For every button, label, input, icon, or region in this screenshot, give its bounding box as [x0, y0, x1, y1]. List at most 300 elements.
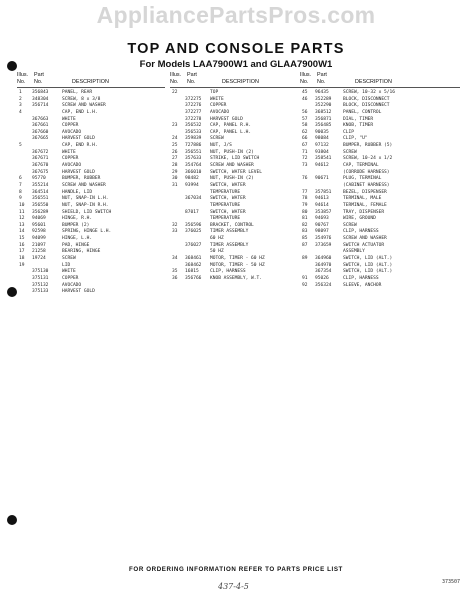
description-header: DESCRIPTION	[222, 79, 259, 85]
parts-row	[17, 289, 165, 296]
part-number: 19724	[32, 256, 46, 262]
part-description: HINGE, R.H.	[62, 216, 93, 222]
illus-number: 78	[302, 196, 308, 202]
part-description: CLIP, "U"	[343, 136, 368, 142]
part-description: WHITE	[210, 96, 224, 102]
part-description: SWITCH, WATER	[210, 209, 246, 215]
illus-number: 87	[302, 242, 308, 248]
part-number: 94614	[315, 202, 329, 208]
part-description: SWITCH, WATER	[210, 196, 246, 202]
illus-number: 24	[172, 136, 178, 142]
part-number: 94099	[32, 236, 46, 242]
part-number: 357633	[185, 156, 202, 162]
parts-row	[17, 123, 165, 130]
part-description: PANEL, CONTROL	[343, 109, 382, 115]
binder-hole	[7, 515, 17, 525]
part-description: PLUG, TERMINAL	[343, 176, 382, 182]
part-description: BUMPER (2)	[62, 222, 90, 228]
part-description: AVOCADO	[62, 163, 82, 169]
illus-number: 32	[172, 222, 178, 228]
parts-row	[300, 183, 460, 190]
part-description: SCREW	[62, 256, 76, 262]
part-number: 94613	[315, 196, 329, 202]
parts-row	[300, 236, 460, 243]
no-header: No.	[300, 79, 309, 85]
parts-row	[170, 103, 302, 110]
part-description: COPPER	[62, 156, 79, 162]
part-description: WHITE	[62, 269, 76, 275]
part-description: HARVEST GOLD	[62, 169, 95, 175]
parts-row	[300, 123, 460, 130]
part-number: 90767	[315, 222, 329, 228]
column-header	[300, 72, 460, 88]
no-header: No.	[17, 79, 26, 85]
parts-row	[17, 183, 165, 190]
part-number: 356551	[32, 196, 49, 202]
part-number: 367661	[32, 123, 49, 129]
page-code: 373507	[441, 579, 460, 585]
part-number: 367663	[32, 116, 49, 122]
part-number: 364960	[315, 256, 332, 262]
part-number: 376027	[185, 242, 202, 248]
parts-column-2	[170, 72, 302, 283]
part-number: 21258	[32, 249, 46, 255]
illus-header: Illus.	[17, 72, 29, 78]
illus-number: 46	[302, 96, 308, 102]
part-description: BEARING, HINGE	[62, 249, 101, 255]
part-number: 96435	[315, 90, 329, 95]
part-description: COPPER	[62, 123, 79, 129]
part-description: KNOB, TIMER	[343, 123, 374, 129]
part-number: 21097	[32, 242, 46, 248]
illus-number: 12	[19, 216, 25, 222]
part-number: 367660	[32, 129, 49, 135]
part-description: AVOCADO	[62, 282, 82, 288]
parts-row	[300, 276, 460, 283]
illus-number: 8	[19, 189, 22, 195]
part-description: SHIELD, LID SWITCH	[62, 209, 112, 215]
illus-number: 36	[172, 275, 178, 281]
part-description: TERMINAL, FEMALE	[343, 202, 387, 208]
part-description: TEMPERATURE	[210, 189, 241, 195]
part-number: 372275	[185, 96, 202, 102]
illus-number: 72	[302, 156, 308, 162]
parts-row	[170, 229, 302, 236]
part-number: 16815	[185, 269, 199, 275]
part-description: SCREW	[210, 136, 224, 142]
part-description: AVOCADO	[210, 109, 230, 115]
part-description: TRAY, DISPENSER	[343, 209, 385, 215]
parts-row	[300, 110, 460, 117]
part-number: 92598	[32, 229, 46, 235]
part-number: 376025	[185, 229, 202, 235]
part-number: 375132	[32, 282, 49, 288]
illus-number: 67	[302, 143, 308, 149]
column-header	[17, 72, 165, 88]
part-description: HARVEST GOLD	[62, 289, 95, 295]
parts-row	[170, 110, 302, 117]
parts-rows	[170, 90, 302, 283]
parts-row	[17, 110, 165, 117]
part-description: SCREW	[343, 149, 357, 155]
part-number: 93994	[185, 182, 199, 188]
part-number: 364970	[315, 262, 332, 268]
parts-row	[17, 176, 165, 183]
part-description: AVOCADO	[62, 129, 82, 135]
part-description: BEZEL, DISPENSER	[343, 189, 387, 195]
part-number: 355214	[32, 182, 49, 188]
part-number: 366010	[185, 169, 202, 175]
part-description: BRACKET, CONTROL	[210, 222, 254, 228]
page-subtitle: For Models LAA7900W1 and GLAA7900W1	[139, 59, 333, 70]
part-description: TIMER ASSEMBLY	[210, 229, 249, 235]
part-description: 60 HZ	[210, 236, 224, 242]
part-description: CAP, PANEL R.H.	[210, 123, 252, 129]
part-description: CAP, PANEL L.H.	[210, 129, 252, 135]
illus-number: 73	[302, 163, 308, 169]
part-description: CLIP, HARNESS	[343, 229, 379, 235]
parts-row	[300, 196, 460, 203]
part-description: TIMER ASSEMBLY	[210, 242, 249, 248]
part-number: 98482	[185, 176, 199, 182]
part-number: 97132	[315, 143, 329, 149]
part-number: 373659	[315, 242, 332, 248]
parts-row	[170, 276, 302, 283]
parts-row	[300, 143, 460, 150]
page-title: TOP AND CONSOLE PARTS	[127, 41, 345, 57]
part-number: 352290	[315, 103, 332, 109]
illus-number: 7	[19, 182, 22, 188]
ordering-footer: FOR ORDERING INFORMATION REFER TO PARTS PRICE LIST	[129, 566, 343, 573]
part-description: PANEL, REAR	[62, 90, 93, 95]
parts-row	[170, 123, 302, 130]
part-description: SCREW, 10-24 x 1/2	[343, 156, 393, 162]
parts-row	[170, 236, 302, 243]
part-description: SWITCH, WATER LEVEL	[210, 169, 263, 175]
illus-number: 6	[19, 176, 22, 182]
illus-number: 79	[302, 202, 308, 208]
part-number: 356289	[32, 209, 49, 215]
illus-number: 14	[19, 229, 25, 235]
illus-number: 31	[172, 182, 178, 188]
illus-number: 3	[19, 103, 22, 109]
illus-number: 16	[19, 242, 25, 248]
illus-number: 35	[172, 269, 178, 275]
part-number: 98097	[315, 229, 329, 235]
part-description: NUT, PUSH-IN (2)	[210, 149, 254, 155]
part-description: BUMPER, RUBBER (5)	[343, 143, 393, 149]
part-number: 368512	[315, 109, 332, 115]
illus-number: 27	[172, 156, 178, 162]
no-header: No.	[170, 79, 179, 85]
part-number: 367671	[32, 156, 49, 162]
illus-number: 26	[172, 149, 178, 155]
illus-number: 28	[172, 163, 178, 169]
part-description: SCREW AND WASHER	[62, 103, 106, 109]
illus-number: 17	[19, 249, 25, 255]
part-number: 356550	[32, 202, 49, 208]
binder-hole	[7, 287, 17, 297]
illus-number: 33	[172, 229, 178, 235]
part-description: SWITCH, WATER	[210, 182, 246, 188]
part-description: SCREW AND WASHER	[343, 236, 387, 242]
parts-column-3	[300, 72, 460, 289]
part-description: SLEEVE, ANCHOR	[343, 282, 382, 288]
part-number: 372277	[185, 109, 202, 115]
parts-row	[17, 276, 165, 283]
parts-row	[300, 203, 460, 210]
illus-header: Illus.	[300, 72, 312, 78]
part-description: BLOCK, DISCONNECT	[343, 96, 390, 102]
description-header: DESCRIPTION	[72, 79, 109, 85]
part-number: 727886	[185, 143, 202, 149]
parts-row	[170, 163, 302, 170]
parts-rows	[300, 90, 460, 289]
illus-number: 83	[302, 229, 308, 235]
parts-row	[300, 176, 460, 183]
part-number: 356532	[185, 123, 202, 129]
parts-row	[170, 216, 302, 223]
parts-rows	[17, 90, 165, 296]
part-number: 367034	[185, 196, 202, 202]
part-number: 93804	[315, 149, 329, 155]
part-description: WIRE, GROUND	[343, 216, 376, 222]
part-description: BUMPER, RUBBER	[62, 176, 101, 182]
part-number: 348304	[32, 96, 49, 102]
parts-row	[170, 243, 302, 250]
handwritten-note: 437-4-5	[218, 582, 249, 591]
part-description: SCREW, 10-32 x 5/16	[343, 90, 396, 95]
parts-row	[17, 216, 165, 223]
illus-number: 89	[302, 256, 308, 262]
illus-number: 15	[19, 236, 25, 242]
illus-number: 92	[302, 282, 308, 288]
parts-row	[300, 90, 460, 97]
part-number: 356324	[315, 282, 332, 288]
parts-row	[170, 176, 302, 183]
part-number: 354764	[185, 163, 202, 169]
part-number: 372278	[185, 116, 202, 122]
part-description: DIAL, TIMER	[343, 116, 374, 122]
parts-row	[300, 243, 460, 250]
part-description: SWITCH, LID (ALT.)	[343, 256, 393, 262]
illus-number: 22	[172, 90, 178, 95]
parts-row	[17, 103, 165, 110]
part-header: Part	[317, 72, 327, 78]
no-header: No.	[187, 79, 196, 85]
part-number: 364514	[32, 189, 49, 195]
part-number: 356533	[185, 129, 202, 135]
part-description: ASSEMBLY	[343, 249, 365, 255]
illus-number: 58	[302, 123, 308, 129]
parts-column-1	[17, 72, 165, 296]
no-header: No.	[34, 79, 43, 85]
illus-number: 13	[19, 222, 25, 228]
part-number: 94069	[32, 216, 46, 222]
part-description: SCREW, 8 x 3/8	[62, 96, 101, 102]
part-number: 354976	[315, 236, 332, 242]
part-description: SCREW	[343, 222, 357, 228]
parts-row	[170, 203, 302, 210]
illus-number: 76	[302, 176, 308, 182]
part-header: Part	[34, 72, 44, 78]
part-number: 368461	[185, 256, 202, 262]
parts-row	[300, 103, 460, 110]
part-description: SWITCH ACTUATOR	[343, 242, 385, 248]
parts-row	[17, 163, 165, 170]
illus-number: 23	[172, 123, 178, 129]
part-description: HINGE, L.H.	[62, 236, 93, 242]
illus-number: 34	[172, 256, 178, 262]
part-number: 368462	[185, 262, 202, 268]
part-number: 94612	[315, 163, 329, 169]
part-description: WHITE	[62, 149, 76, 155]
part-description: COPPER	[210, 103, 227, 109]
illus-number: 9	[19, 196, 22, 202]
parts-row	[170, 256, 302, 263]
part-description: STRIKE, LID SWITCH	[210, 156, 260, 162]
part-description: SWITCH, LID (ALT.)	[343, 262, 393, 268]
illus-number: 2	[19, 96, 22, 102]
illus-number: 1	[19, 90, 22, 95]
part-number: 95026	[315, 275, 329, 281]
part-description: TOP	[210, 90, 219, 95]
part-description: CLIP, HARNESS	[343, 275, 379, 281]
part-number: 353857	[315, 209, 332, 215]
part-description: NUT, J/S	[210, 143, 232, 149]
part-description: PAD, HINGE	[62, 242, 90, 248]
part-header: Part	[187, 72, 197, 78]
part-description: HARVEST GOLD	[62, 136, 95, 142]
part-number: 358541	[315, 156, 332, 162]
illus-number: 77	[302, 189, 308, 195]
illus-number: 5	[19, 143, 22, 149]
part-description: TEMPERATURE	[210, 216, 241, 222]
column-header	[170, 72, 302, 88]
part-description: SCREW AND WASHER	[62, 182, 106, 188]
part-description: CLIP, HARNESS	[210, 269, 246, 275]
part-number: 356596	[185, 222, 202, 228]
part-number: 356551	[185, 149, 202, 155]
illus-number: 66	[302, 136, 308, 142]
parts-row	[17, 143, 165, 150]
part-description: SPRING, HINGE L.H.	[62, 229, 112, 235]
part-number: 357851	[315, 189, 332, 195]
illus-header: Illus.	[170, 72, 182, 78]
part-description: MOTOR, TIMER - 50 HZ	[210, 262, 265, 268]
part-description: TERMINAL, MALE	[343, 196, 382, 202]
part-number: 356871	[315, 116, 332, 122]
part-number: 375131	[32, 275, 49, 281]
part-number: 359839	[185, 136, 202, 142]
part-description: NUT, SNAP-IN R.H.	[62, 202, 109, 208]
part-number: 375130	[32, 269, 49, 275]
illus-number: 56	[302, 109, 308, 115]
parts-row	[17, 90, 165, 97]
illus-number: 80	[302, 209, 308, 215]
part-number: 90671	[315, 176, 329, 182]
part-description: TEMPERATURE	[210, 202, 241, 208]
part-description: COPPER	[62, 275, 79, 281]
illus-number: 19	[19, 262, 25, 268]
illus-number: 82	[302, 222, 308, 228]
part-number: 87017	[185, 209, 199, 215]
part-number: 367670	[32, 163, 49, 169]
part-description: SCREW AND WASHER	[210, 163, 254, 169]
part-description: LID	[62, 262, 71, 268]
part-number: 98084	[315, 136, 329, 142]
part-description: NUT, PUSH-IN (2)	[210, 176, 254, 182]
parts-row	[300, 269, 460, 276]
part-number: 367354	[315, 269, 332, 275]
part-description: MOTOR, TIMER - 60 HZ	[210, 256, 265, 262]
part-number: 94693	[315, 216, 329, 222]
part-number: 367675	[32, 169, 49, 175]
part-description: KNOB ASSEMBLY, W.T.	[210, 275, 263, 281]
illus-number: 25	[172, 143, 178, 149]
part-description: (CABINET HARNESS)	[343, 182, 390, 188]
parts-row	[17, 256, 165, 263]
part-number: 367672	[32, 149, 49, 155]
parts-row	[170, 196, 302, 203]
illus-number: 85	[302, 236, 308, 242]
watermark: AppliancePartsPros.com	[96, 2, 376, 28]
part-description: CAP, END L.H.	[62, 109, 98, 115]
illus-number: 81	[302, 216, 308, 222]
parts-row	[300, 283, 460, 290]
illus-number: 30	[172, 176, 178, 182]
parts-row	[170, 269, 302, 276]
parts-row	[17, 236, 165, 243]
illus-number: 91	[302, 275, 308, 281]
parts-row	[300, 163, 460, 170]
part-description: NUT, SNAP-IN L.H.	[62, 196, 109, 202]
part-number: 352289	[315, 96, 332, 102]
part-number: 372276	[185, 103, 202, 109]
parts-row	[17, 203, 165, 210]
part-number: 356843	[32, 90, 49, 95]
part-description: HANDLE, LID	[62, 189, 93, 195]
part-number: 90035	[315, 129, 329, 135]
illus-number: 11	[19, 209, 25, 215]
part-number: 95601	[32, 222, 46, 228]
part-description: BLOCK, DISCONNECT	[343, 103, 390, 109]
parts-row	[170, 143, 302, 150]
illus-number: 4	[19, 109, 22, 115]
parts-row	[300, 256, 460, 263]
part-description: SWITCH, LID (ALT.)	[343, 269, 393, 275]
parts-row	[17, 269, 165, 276]
parts-row	[17, 196, 165, 203]
illus-number: 57	[302, 116, 308, 122]
part-description: 50 HZ	[210, 249, 224, 255]
illus-number: 45	[302, 90, 308, 95]
illus-number: 10	[19, 202, 25, 208]
illus-number: 71	[302, 149, 308, 155]
part-number: 356714	[32, 103, 49, 109]
parts-row	[170, 183, 302, 190]
parts-row	[170, 90, 302, 97]
no-header: No.	[317, 79, 326, 85]
part-number: 356485	[315, 123, 332, 129]
illus-number: 18	[19, 256, 25, 262]
part-description: CAP, TERMINAL	[343, 163, 379, 169]
description-header: DESCRIPTION	[355, 79, 392, 85]
part-number: 367665	[32, 136, 49, 142]
part-description: WHITE	[62, 116, 76, 122]
part-number: 95770	[32, 176, 46, 182]
part-description: (CORRODE HARNESS)	[343, 169, 390, 175]
